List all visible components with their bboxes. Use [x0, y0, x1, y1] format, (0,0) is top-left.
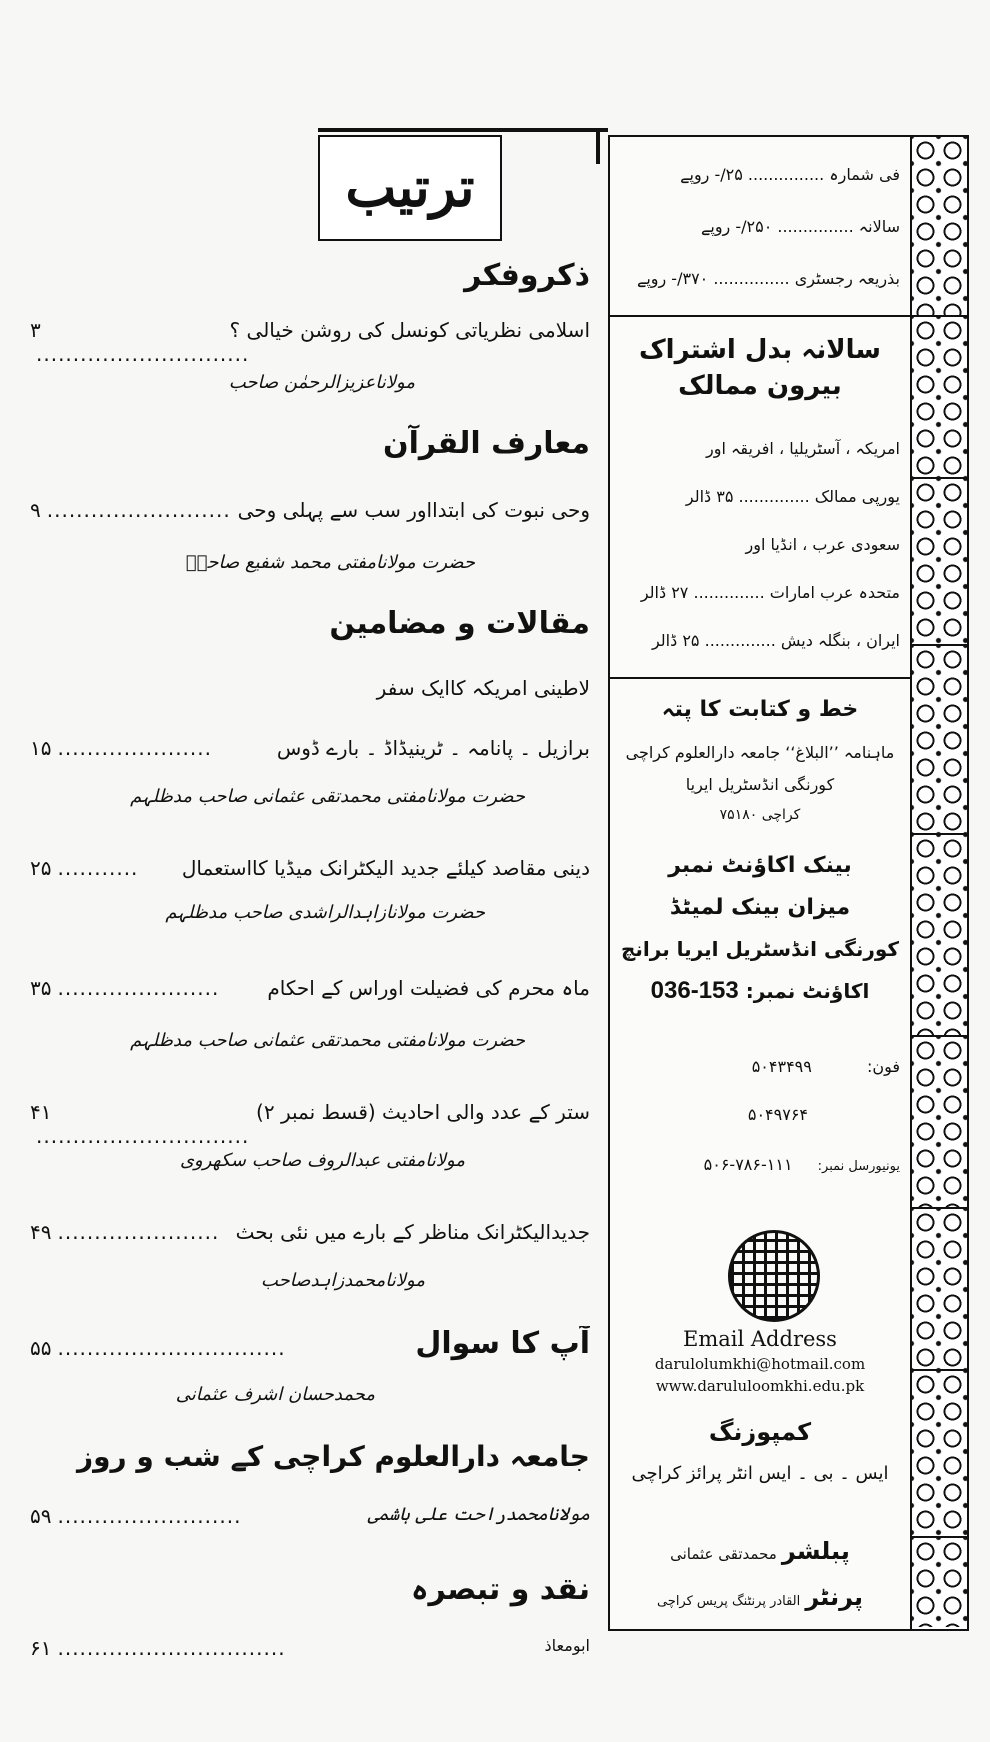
- bank-heading: بینک اکاؤنٹ نمبر: [668, 853, 852, 878]
- ornament-segment: [912, 1371, 967, 1538]
- dot-leader: .........................: [46, 498, 231, 522]
- universal-row: [620, 1155, 900, 1174]
- dot-leader: ......................: [57, 976, 220, 1000]
- foreign-row: ایران ، بنگلہ دیش .............. ۲۵ ڈالر: [651, 631, 900, 650]
- foreign-row: [620, 535, 900, 554]
- toc-entry[interactable]: [30, 856, 590, 880]
- rate-value: ۲۵/- روپے: [680, 165, 743, 184]
- dot-leader: .............................: [36, 1124, 250, 1148]
- entry-page: ۳: [30, 318, 41, 342]
- ornament-segment: [912, 835, 967, 1037]
- entry-page: ۳۵: [30, 976, 52, 1000]
- universal-label: یونیورسل نمبر:: [817, 1159, 900, 1174]
- entry-page: ۶۱: [30, 1636, 52, 1660]
- address-heading: خط و کتابت کا پتہ: [661, 697, 859, 722]
- entry-title: ستر کے عدد والی احادیث (قسط نمبر ۲): [256, 1100, 590, 1124]
- entry-page: ۵۹: [30, 1504, 52, 1528]
- entry-author: حضرت مولانامفتی محمد شفیع صاحبؒ: [185, 552, 475, 573]
- dot-leader: ...............................: [57, 1336, 286, 1360]
- entry-title: وحی نبوت کی ابتدااور سب سے پہلی وحی: [237, 498, 590, 522]
- account-label: اکاؤنٹ نمبر:: [745, 979, 870, 1003]
- ornament-segment: [912, 1209, 967, 1371]
- toc-entry[interactable]: [30, 976, 590, 1000]
- entry-page: ۴۱: [30, 1100, 52, 1124]
- ornament-segment: [912, 317, 967, 479]
- toc-entry[interactable]: [30, 498, 590, 522]
- entry-author: حضرت مولانازاہدالراشدی صاحب مدظلہم: [165, 902, 485, 923]
- entry-title: جدیدالیکٹرانک مناظر کے بارے میں نئی بحث: [235, 1220, 590, 1244]
- subscription-info-panel: [608, 135, 912, 1631]
- website-link[interactable]: www.darululoomkhi.edu.pk: [655, 1377, 865, 1395]
- ornament-segment: [912, 137, 967, 317]
- entry-title: اسلامی نظریاتی کونسل کی روشن خیالی ؟: [229, 318, 590, 342]
- globe-icon: [728, 1230, 820, 1322]
- universal-number: ۱۱۱-۷۸۶-۵۰۶: [703, 1155, 793, 1174]
- phone-label: فون:: [866, 1057, 900, 1076]
- section-heading: مقالات و مضامین: [329, 606, 590, 641]
- table-of-contents: [15, 0, 605, 1742]
- rate-label: سالانہ: [858, 217, 900, 236]
- composing-heading: کمپوزنگ: [708, 1418, 812, 1446]
- printer-name: القادر پرنٹنگ پریس کراچی: [656, 1594, 801, 1609]
- dot-leader: ...............................: [57, 1636, 286, 1660]
- foreign-value: ۳۵ ڈالر: [685, 487, 734, 506]
- entry-title: دینی مقاصد کیلئے جدید الیکٹرانک میڈیا کااستعمال: [181, 856, 590, 880]
- dot-leader: .........................: [57, 1504, 242, 1528]
- section-heading: ذکروفکر: [464, 258, 590, 293]
- rate-row: سالانہ ............... ۲۵۰/- روپے: [700, 217, 900, 236]
- rate-value: ۳۷۰/- روپے: [636, 269, 709, 288]
- entry-title: برازیل ۔ پانامہ ۔ ٹرینیڈاڈ ۔ بارے ڈوس: [276, 736, 590, 760]
- entry-author: محمدحسان اشرف عثمانی: [175, 1384, 375, 1405]
- bank-branch: کورنگی انڈسٹریل ایریا برانچ: [620, 937, 900, 961]
- address-line: کراچی ۷۵۱۸۰: [719, 807, 801, 823]
- subsection-title: لاطینی امریکہ کاایک سفر: [376, 676, 590, 700]
- phone-row: [620, 1057, 900, 1076]
- divider: [610, 677, 910, 679]
- publisher-row: [620, 1537, 900, 1565]
- ornament-segment: [912, 1037, 967, 1209]
- ornament-segment: [912, 646, 967, 835]
- rate-row: فی شمارہ ............... ۲۵/- روپے: [680, 165, 900, 184]
- entry-author: مولاناعزیزالرحمٰن صاحب: [228, 372, 415, 393]
- ornament-segment: [912, 1538, 967, 1627]
- toc-entry[interactable]: [30, 1504, 590, 1528]
- address-line: کورنگی انڈسٹریل ایریا: [685, 775, 835, 794]
- dot-leader: ...........: [57, 856, 139, 880]
- foreign-label: یورپی ممالک: [814, 487, 900, 506]
- rate-label: فی شمارہ: [829, 165, 900, 184]
- foreign-label: امریکہ ، آسٹریلیا ، افریقہ اور: [706, 439, 900, 458]
- foreign-value: ۲۷ ڈالر: [640, 583, 689, 602]
- toc-entry[interactable]: [30, 736, 590, 760]
- toc-entry[interactable]: [30, 1326, 590, 1370]
- foreign-subheading: بیرون ممالک: [678, 371, 842, 401]
- toc-entry[interactable]: [30, 1636, 590, 1660]
- entry-page: ۲۵: [30, 856, 52, 880]
- dot-leader: .............................: [36, 342, 250, 366]
- decorative-border: [910, 135, 969, 1631]
- dot-leader: .....................: [57, 736, 212, 760]
- foreign-label: متحدہ عرب امارات: [769, 583, 900, 602]
- account-row: [620, 977, 900, 1005]
- foreign-row: [620, 439, 900, 458]
- entry-author: حضرت مولانامفتی محمدتقی عثمانی صاحب مدظلہم: [130, 786, 525, 807]
- email-link[interactable]: darulolumkhi@hotmail.com: [654, 1355, 866, 1373]
- printer-label: پرنٹر: [805, 1583, 864, 1611]
- rate-label: بذریعہ رجسٹری: [794, 269, 900, 288]
- entry-title: مولانامحمدراحت علی ہاشمی: [367, 1504, 590, 1525]
- bank-name: میزان بینک لمیٹڈ: [669, 895, 851, 920]
- ornament-segment: [912, 479, 967, 646]
- entry-author: حضرت مولانامفتی محمدتقی عثمانی صاحب مدظلہم: [130, 1030, 525, 1051]
- phone-number: ۵۰۴۹۷۶۴: [747, 1105, 808, 1124]
- foreign-row: متحدہ عرب امارات .............. ۲۷ ڈالر: [640, 583, 900, 602]
- toc-entry[interactable]: [30, 1100, 590, 1148]
- entry-author: مولانامحمدزاہدصاحب: [260, 1270, 425, 1291]
- entry-title: آپ کا سوال: [415, 1326, 590, 1361]
- toc-entry[interactable]: [30, 1220, 590, 1244]
- section-heading: معارف القرآن: [382, 426, 590, 461]
- section-heading: جامعہ دارالعلوم کراچی کے شب و روز: [77, 1440, 590, 1473]
- entry-page: ۴۹: [30, 1220, 52, 1244]
- foreign-label: سعودی عرب ، انڈیا اور: [745, 535, 900, 554]
- entry-title: ابومعاذ: [544, 1636, 590, 1655]
- entry-page: ۵۵: [30, 1336, 52, 1360]
- divider: [610, 315, 910, 317]
- entry-page: ۱۵: [30, 736, 52, 760]
- entry-title: ماہ محرم کی فضیلت اوراس کے احکام: [267, 976, 590, 1000]
- rate-value: ۲۵۰/- روپے: [700, 217, 773, 236]
- section-heading: نقد و تبصرہ: [410, 1572, 590, 1607]
- publisher-name: محمدتقی عثمانی: [670, 1545, 777, 1563]
- email-title: Email Address: [683, 1327, 837, 1351]
- foreign-label: ایران ، بنگلہ دیش: [780, 631, 900, 650]
- foreign-heading: سالانہ بدل اشتراک: [639, 335, 881, 365]
- printer-row: [620, 1583, 900, 1611]
- publisher-label: پبلشر: [781, 1537, 850, 1565]
- foreign-value: ۲۵ ڈالر: [651, 631, 700, 650]
- address-line: ماہنامہ ’’البلاغ‘‘ جامعہ دارالعلوم کراچی: [625, 743, 895, 762]
- rate-row: بذریعہ رجسٹری ............... ۳۷۰/- روپے: [636, 269, 900, 288]
- entry-page: ۹: [30, 498, 41, 522]
- phone-number: ۵۰۴۳۴۹۹: [751, 1057, 812, 1076]
- account-number: 036-153: [650, 977, 739, 1004]
- foreign-row: یورپی ممالک .............. ۳۵ ڈالر: [685, 487, 900, 506]
- composing-text: ایس ۔ بی ۔ ایس انٹر پرائز کراچی: [631, 1463, 889, 1484]
- dot-leader: ......................: [57, 1220, 220, 1244]
- entry-author: مولانامفتی عبدالروف صاحب سکھروی: [179, 1150, 465, 1171]
- page-title: ترتیب: [318, 135, 502, 241]
- toc-subsection: [30, 676, 590, 700]
- toc-entry[interactable]: [30, 318, 590, 366]
